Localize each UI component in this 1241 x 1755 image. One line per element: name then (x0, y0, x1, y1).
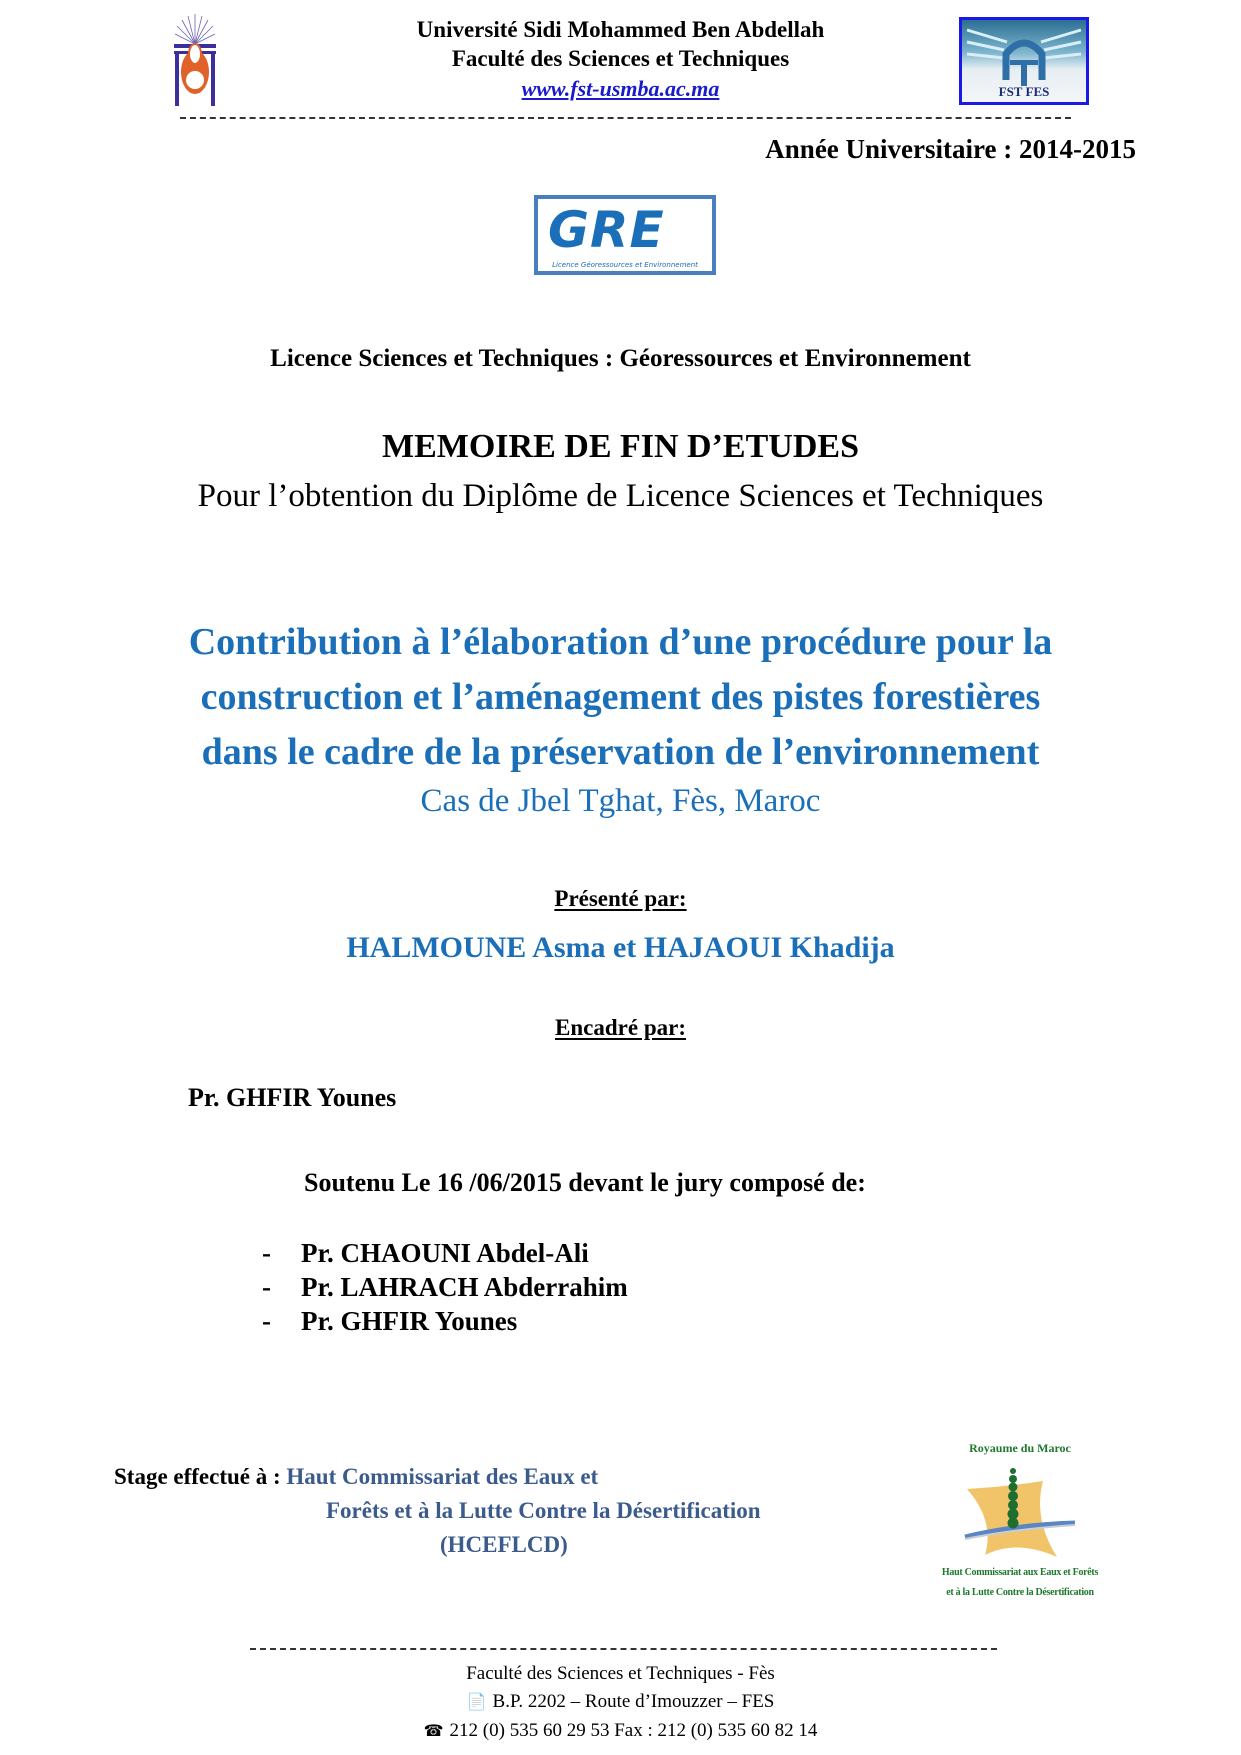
internship-org-line: Haut Commissariat des Eaux et (286, 1464, 599, 1489)
degree-subheading: Pour l’obtention du Diplôme de Licence Sciences et Techniques (197, 478, 1044, 514)
faculty-website-link[interactable]: www.fst-usmba.ac.ma (521, 76, 720, 101)
presented-by-label: Présenté par: (554, 886, 687, 911)
thesis-title-line: dans le cadre de la préservation de l’environnement (201, 731, 1040, 773)
cedar-tree-icon (925, 1459, 1115, 1569)
footer (0, 1660, 1241, 1746)
supervised-by-section (0, 1015, 1241, 1041)
header-separator (180, 117, 1071, 119)
jury-member (262, 1236, 628, 1270)
thesis-title (0, 615, 1241, 780)
fst-fes-logo (959, 17, 1089, 105)
list-bullet: - (262, 1272, 271, 1302)
faculty-name: Faculté des Sciences et Techniques (451, 46, 790, 71)
university-name: Université Sidi Mohammed Ben Abdellah (416, 17, 825, 42)
hceflcd-logo (925, 1441, 1115, 1606)
fst-logo-text: FST FES (998, 84, 1050, 99)
footer-separator (250, 1648, 997, 1650)
internship-org-line: Forêts et à la Lutte Contre la Désertification (326, 1498, 761, 1523)
hceflcd-logo-bottom-text (925, 1563, 1115, 1603)
author-names: HALMOUNE Asma et HAJAOUI Khadija (346, 931, 895, 964)
internship-section (114, 1460, 761, 1562)
internship-label: Stage effectué à : (114, 1464, 287, 1489)
telephone-icon: ☎ (423, 1723, 444, 1740)
jury-member-name: Pr. GHFIR Younes (301, 1306, 518, 1336)
hceflcd-logo-top-text: Royaume du Maroc (969, 1441, 1071, 1455)
supervisor-name: Pr. GHFIR Younes (188, 1083, 397, 1112)
internship-org-acronym: (HCEFLCD) (440, 1532, 568, 1557)
jury-member-name: Pr. LAHRACH Abderrahim (301, 1272, 628, 1302)
gre-logo (534, 195, 716, 275)
footer-address-text: B.P. 2202 – Route d’Imouzzer – FES (492, 1691, 775, 1712)
program-name: Licence Sciences et Techniques : Géoressources et Environnement (270, 345, 971, 372)
gre-acronym: GRE (548, 201, 665, 259)
document-type-heading: MEMOIRE DE FIN D’ETUDES (382, 428, 859, 465)
mailbox-icon: 📄 (466, 1694, 487, 1711)
footer-phone (0, 1717, 1241, 1746)
academic-year: Année Universitaire : 2014-2015 (765, 134, 1136, 164)
list-bullet: - (262, 1238, 271, 1268)
footer-address (0, 1688, 1241, 1717)
hceflcd-logo-line: et à la Lutte Contre la Désertification (946, 1587, 1094, 1598)
presented-by-section (0, 886, 1241, 912)
jury-member (262, 1304, 628, 1338)
supervised-by-label: Encadré par: (555, 1015, 686, 1040)
jury-member (262, 1270, 628, 1304)
jury-list (262, 1236, 628, 1338)
case-study-subtitle: Cas de Jbel Tghat, Fès, Maroc (420, 783, 821, 819)
defense-statement: Soutenu Le 16 /06/2015 devant le jury composé de: (304, 1168, 866, 1197)
gre-subtitle: Licence Géoressources et Environnement (552, 261, 698, 269)
jury-member-name: Pr. CHAOUNI Abdel-Ali (301, 1238, 589, 1268)
thesis-title-line: construction et l’aménagement des pistes forestières (200, 676, 1041, 718)
footer-faculty: Faculté des Sciences et Techniques - Fès (466, 1663, 775, 1684)
thesis-title-line: Contribution à l’élaboration d’une procédure pour la (188, 621, 1053, 663)
footer-phone-text: 212 (0) 535 60 29 53 Fax : 212 (0) 535 60 82 14 (449, 1720, 818, 1741)
hceflcd-logo-line: Haut Commissariat aux Eaux et Forêts (941, 1567, 1099, 1578)
list-bullet: - (262, 1306, 271, 1336)
